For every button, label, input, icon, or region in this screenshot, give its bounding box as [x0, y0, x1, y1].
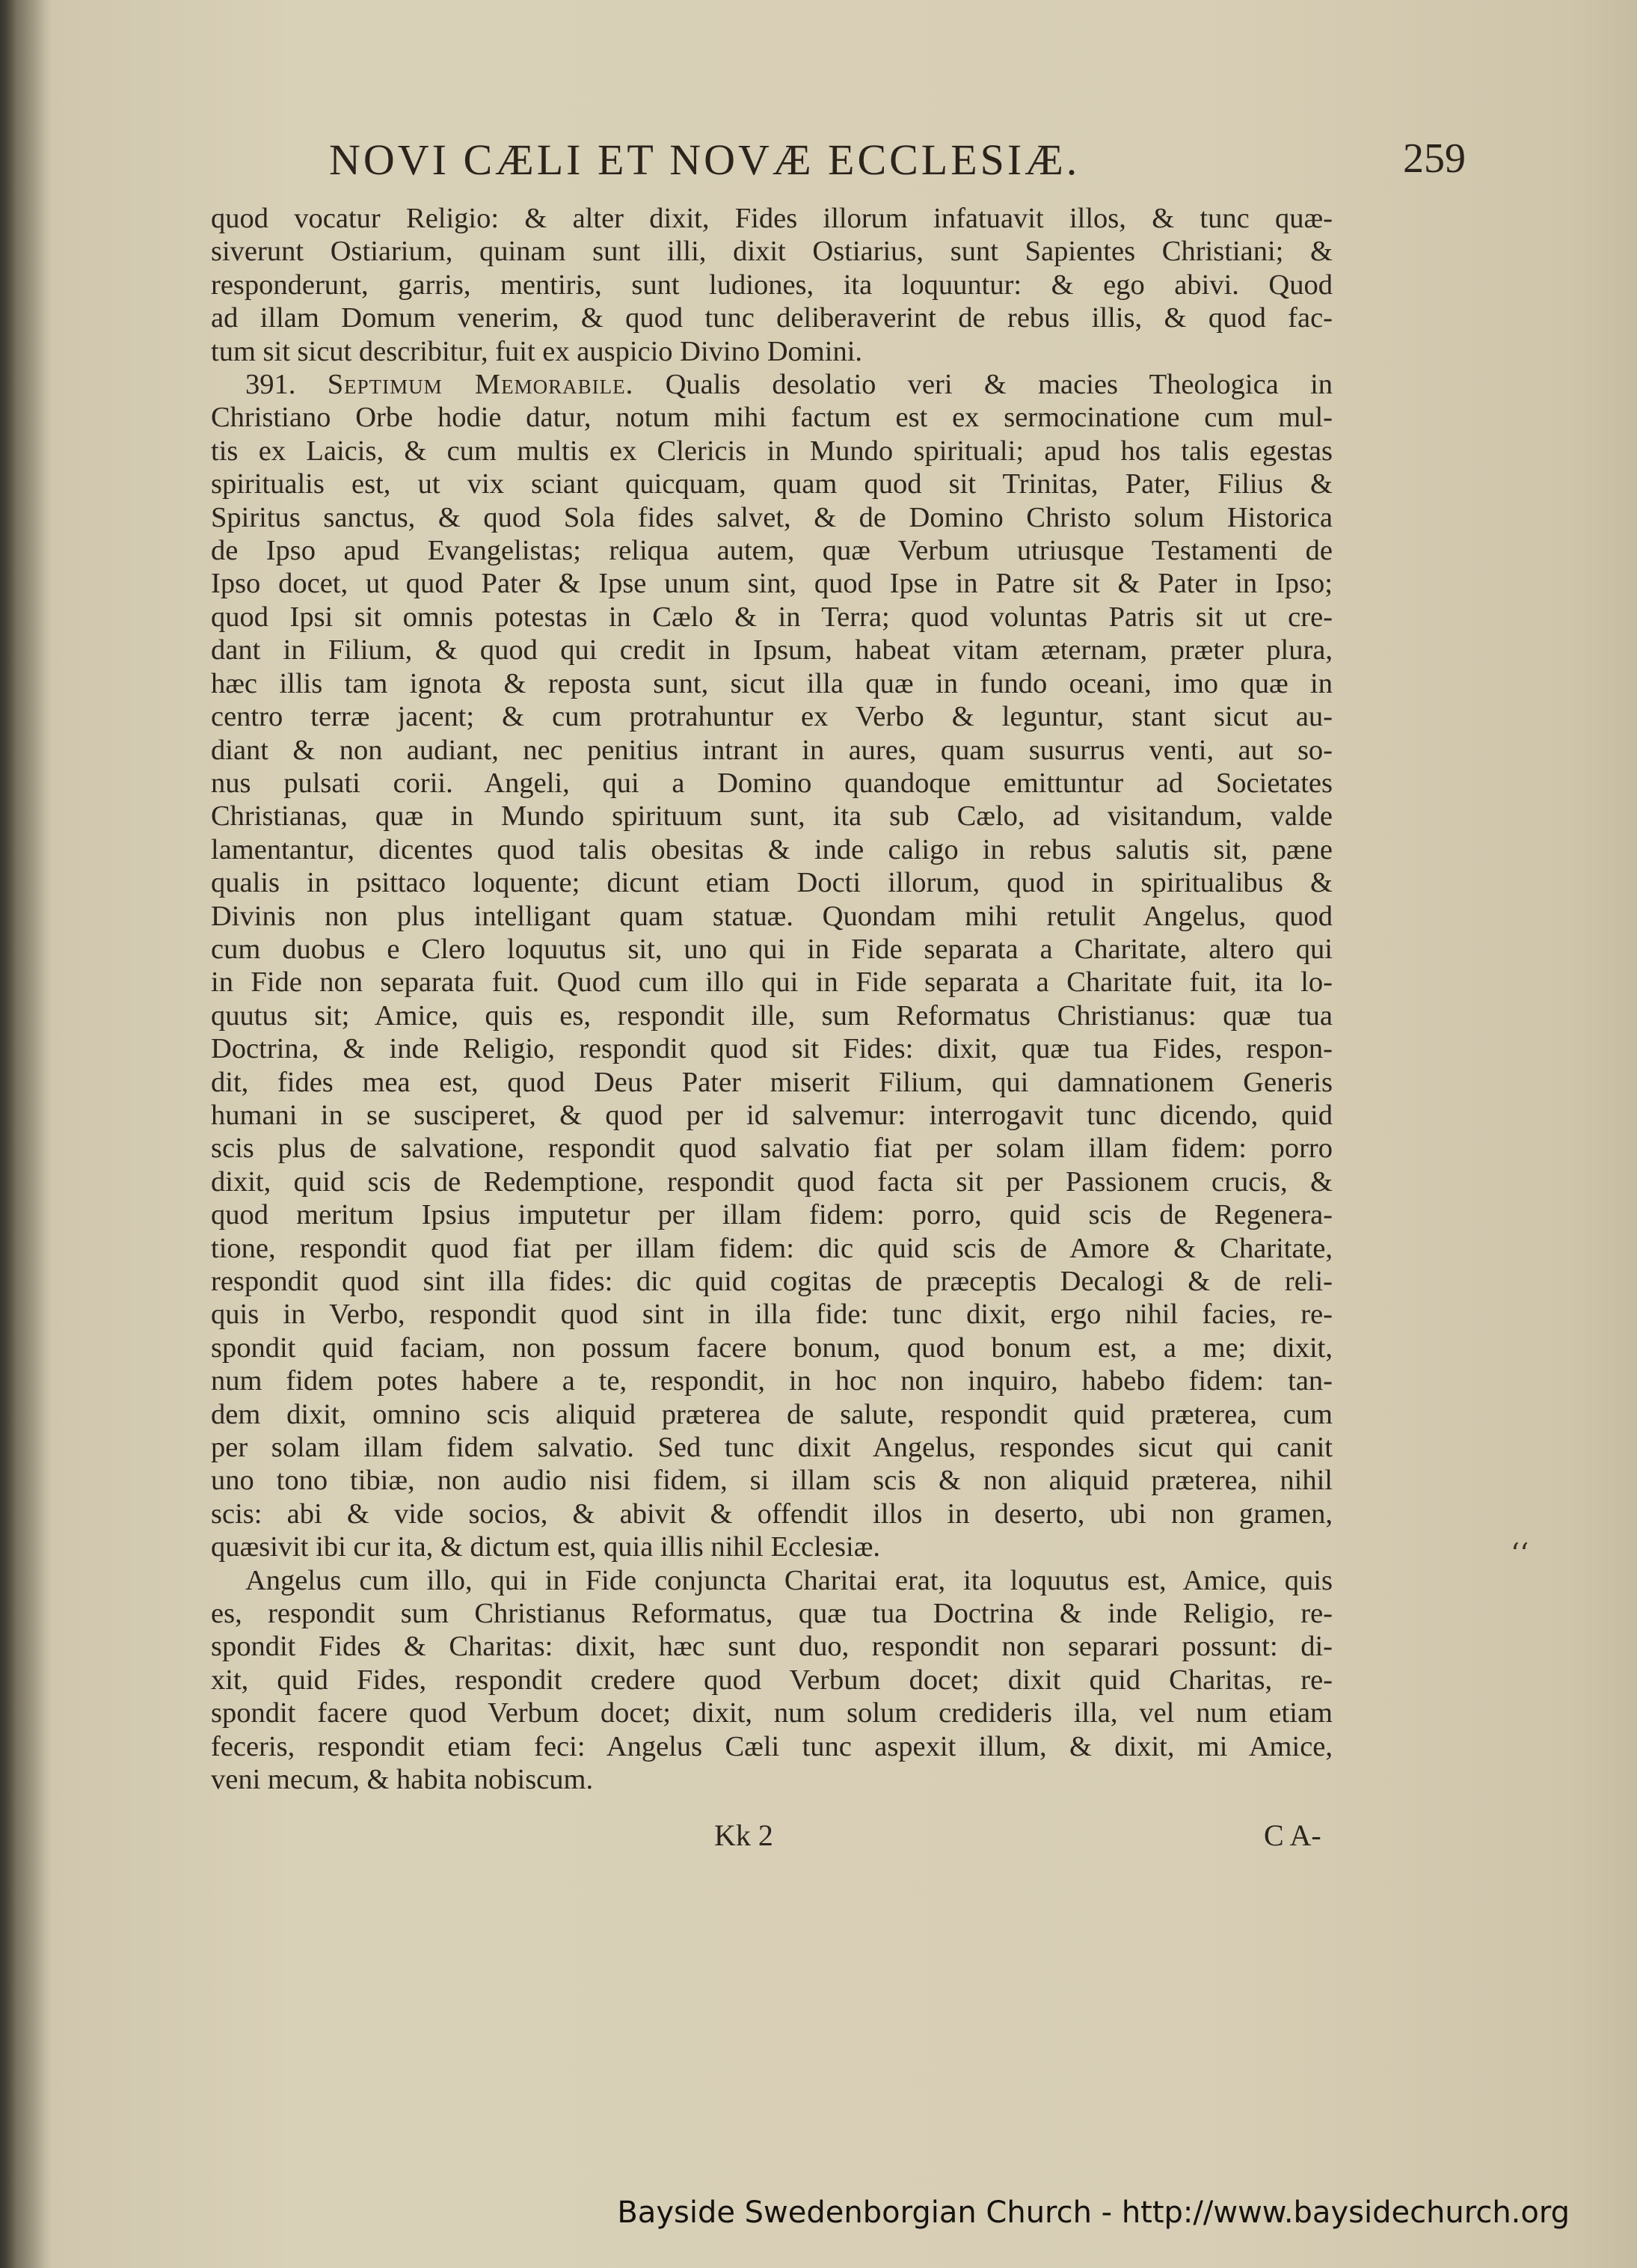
- text-line: responderunt, garris, mentiris, sunt ludiones, ita loquuntur: & ego abivi. Quod: [211, 269, 1333, 301]
- text-line: diant & non audiant, nec penitius intrant in aures, quam susurrus venti, aut so-: [211, 734, 1333, 766]
- text-line: dit, fides mea est, quod Deus Pater miserit Filium, qui damnationem Generis: [211, 1066, 1333, 1098]
- text-line: in Fide non separata fuit. Quod cum illo qui in Fide separata a Charitate fuit, ita lo-: [211, 966, 1333, 999]
- section-first-line: [211, 368, 1333, 401]
- text-line: xit, quid Fides, respondit credere quod Verbum docet; dixit quid Charitas, re-: [211, 1664, 1333, 1696]
- text-line: lamentantur, dicentes quod talis obesitas & inde caligo in rebus salutis sit, pæne: [211, 833, 1333, 865]
- text-line: scis: abi & vide socios, & abivit & offendit illos in deserto, ubi non gramen,: [211, 1498, 1333, 1530]
- text-line: es, respondit sum Christianus Reformatus, quæ tua Doctrina & inde Religio, re-: [211, 1598, 1333, 1630]
- text-line: dem dixit, omnino scis aliquid præterea de salute, respondit quid præterea, cum: [211, 1398, 1333, 1430]
- text-line: num fidem potes habere a te, respondit, in hoc non inquiro, habebo fidem: tan-: [211, 1365, 1333, 1397]
- show-through-text: [314, 1683, 1331, 1855]
- body-text: [211, 202, 1333, 1797]
- text-line: tis ex Laicis, & cum multis ex Clericis in Mundo spirituali; apud hos talis egestas: [211, 435, 1333, 467]
- catchword: C A-: [1264, 1818, 1321, 1852]
- text-line: centro terræ jacent; & cum protrahuntur ex Verbo & leguntur, stant sicut au-: [211, 701, 1333, 733]
- text-line: siverunt Ostiarium, quinam sunt illi, dixit Ostiarius, sunt Sapientes Christiani; &: [211, 236, 1333, 268]
- text-line: quod vocatur Religio: & alter dixit, Fides illorum infatuavit illos, & tunc quæ-: [211, 203, 1333, 234]
- text-line: dixit, quid scis de Redemptione, respondit quod facta sit per Passionem crucis, &: [211, 1165, 1333, 1198]
- text-line: ad illam Domum venerim, & quod tunc deliberaverint de rebus illis, & quod fac-: [211, 302, 1333, 334]
- text-line: spondit quid faciam, non possum facere bonum, quod bonum est, a me; dixit,: [211, 1331, 1333, 1364]
- watermark-bar: [0, 2169, 1637, 2268]
- text-line: quæsivit ibi cur ita, & dictum est, quia illis nihil Ecclesiæ.: [211, 1531, 881, 1563]
- text-line: Christianas, quæ in Mundo spirituum sunt, ita sub Cælo, ad visitandum, valde: [211, 800, 1333, 833]
- text-line: qualis in psittaco loquente; dicunt etiam Docti illorum, quod in spiritualibus &: [211, 867, 1333, 899]
- text-line: tum sit sicut describitur, fuit ex auspicio Divino Domini.: [211, 335, 863, 367]
- text-line: tione, respondit quod fiat per illam fidem: dic quid scis de Amore & Charitate,: [211, 1232, 1333, 1264]
- page-number: 259: [1403, 135, 1466, 182]
- text-line: veni mecum, & habita nobiscum.: [211, 1764, 594, 1796]
- text-line: spiritualis est, ut vix sciant quicquam, quam quod sit Trinitas, Pater, Filius &: [211, 468, 1333, 500]
- text-line: respondit quod sint illa fides: dic quid cogitas de præceptis Decalogi & de reli-: [211, 1266, 1333, 1297]
- text-line: spondit facere quod Verbum docet; dixit, num solum credideris illa, vel num etiam: [211, 1697, 1333, 1729]
- text-line: Angelus cum illo, qui in Fide conjuncta Charitai erat, ita loquutus est, Amice, quis: [245, 1564, 1333, 1596]
- text-line: Spiritus sanctus, & quod Sola fides salvet, & de Domino Christo solum Historica: [211, 501, 1333, 533]
- text-line: dant in Filium, & quod qui credit in Ipsum, habeat vitam æternam, præter plura,: [211, 634, 1333, 666]
- text-line: per solam illam fidem salvatio. Sed tunc dixit Angelus, respondes sicut qui canit: [211, 1432, 1333, 1464]
- text-line: Christiano Orbe hodie datur, notum mihi factum est ex sermocinatione cum mul-: [211, 402, 1333, 434]
- text-line: scis plus de salvatione, respondit quod salvatio fiat per solam illam fidem: porro: [211, 1133, 1333, 1165]
- text-line: quod Ipsi sit omnis potestas in Cælo & in Terra; quod voluntas Patris sit ut cre-: [211, 601, 1333, 633]
- text-line: Divinis non plus intelligant quam statuæ. Quondam mihi retulit Angelus, quod: [211, 900, 1333, 932]
- text-line: nus pulsati corii. Angeli, qui a Domino quandoque emittuntur ad Societates: [211, 767, 1333, 799]
- printer-signature: Kk 2: [714, 1818, 773, 1852]
- text-line: uno tono tibiæ, non audio nisi fidem, si illam scis & non aliquid præterea, nihil: [211, 1465, 1333, 1497]
- section-number: 391.: [245, 369, 296, 401]
- marginal-ink-mark: ‘‘: [1511, 1537, 1529, 1570]
- text-line: quis in Verbo, respondit quod sint in illa fide: tunc dixit, ergo nihil facies, re-: [211, 1299, 1333, 1331]
- text-line: cum duobus e Clero loquutus sit, uno qui in Fide separata a Charitate, altero qui: [211, 933, 1333, 965]
- running-head-title: NOVI CÆLI ET NOVÆ ECCLESIÆ.: [329, 135, 1081, 184]
- text-line: Ipso docet, ut quod Pater & Ipse unum sint, quod Ipse in Patre sit & Pater in Ipso;: [211, 568, 1333, 600]
- text-line: quod meritum Ipsius imputetur per illam fidem: porro, quid scis de Regenera-: [211, 1199, 1333, 1231]
- text-line: hæc illis tam ignota & reposta sunt, sicut illa quæ in fundo oceani, imo quæ in: [211, 667, 1333, 699]
- section-first-line-text: Qualis desolatio veri & macies Theologica in: [665, 369, 1333, 401]
- text-line: feceris, respondit etiam feci: Angelus Cæli tunc aspexit illum, & dixit, mi Amice,: [211, 1730, 1333, 1762]
- text-line: humani in se susciperet, & quod per id salvemur: interrogavit tunc dicendo, quid: [211, 1099, 1333, 1131]
- text-line: spondit Fides & Charitas: dixit, hæc sunt duo, respondit non separari possunt: di-: [211, 1631, 1333, 1663]
- section-paragraph: [211, 401, 1333, 1563]
- section-heading: Septimum Memorabile.: [327, 369, 634, 401]
- running-head: [329, 135, 1466, 209]
- watermark-credit: Bayside Swedenborgian Church - http://www.baysidechurch.org: [617, 2195, 1570, 2230]
- text-line: Doctrina, & inde Religio, respondit quod sit Fides: dixit, quæ tua Fides, respon-: [211, 1033, 1333, 1065]
- text-line: quutus sit; Amice, quis es, respondit ille, sum Reformatus Christianus: quæ tua: [211, 999, 1333, 1032]
- text-line: de Ipso apud Evangelistas; reliqua autem, quæ Verbum utriusque Testamenti de: [211, 535, 1333, 567]
